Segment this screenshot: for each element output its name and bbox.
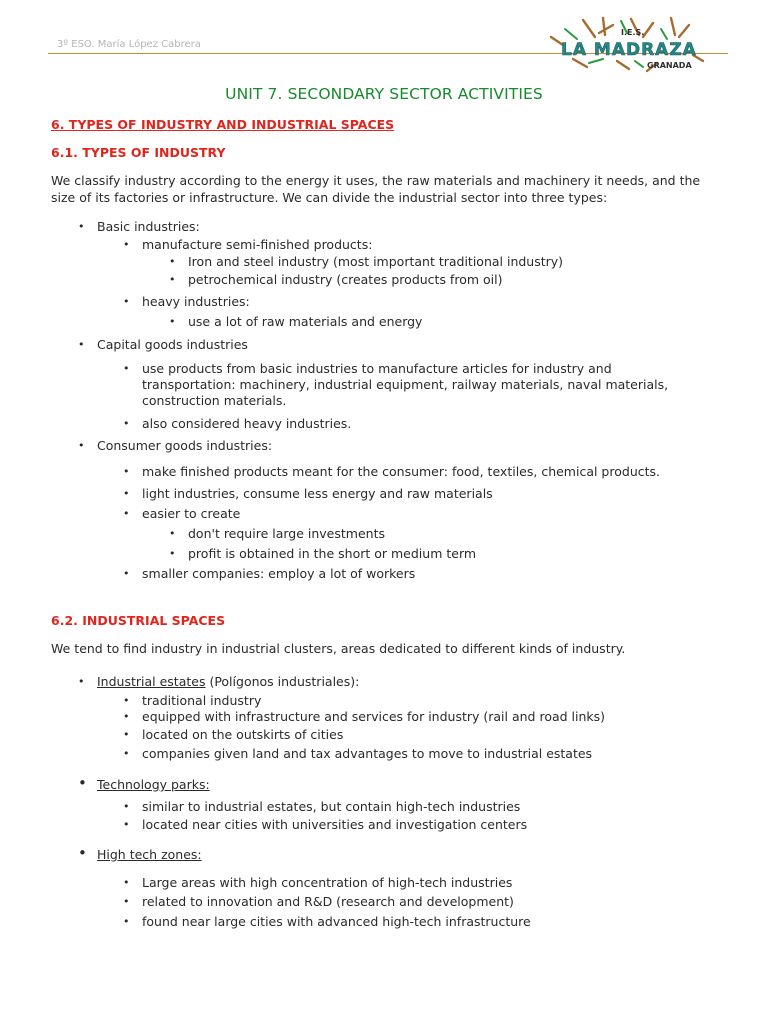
list-item-consumer-make: • make finished products meant for the consumer: food, textiles, chemical products. (142, 464, 660, 480)
list-item-petrochemical: • petrochemical industry (creates products from oil) (188, 272, 502, 288)
list-item-estate: • traditional industry (142, 693, 261, 709)
list-item-heavy: • heavy industries: (142, 294, 250, 310)
list-item-tech: • located near cities with universities and investigation centers (142, 817, 527, 833)
svg-text:I.E.S.: I.E.S. (621, 28, 645, 37)
list-item-investments: • don't require large investments (188, 526, 385, 542)
list-item-estate: • equipped with infrastructure and services for industry (rail and road links) (142, 709, 605, 725)
list-item-raw-materials: • use a lot of raw materials and energy (188, 314, 422, 330)
list-item-profit: • profit is obtained in the short or medium term (188, 546, 476, 562)
list-item-iron-steel: • Iron and steel industry (most important traditional industry) (188, 254, 563, 270)
list-item-consumer-easier: • easier to create (142, 506, 240, 522)
section-heading: 6. TYPES OF INDUSTRY AND INDUSTRIAL SPACES (51, 117, 395, 132)
list-item-high-tech-zones (97, 847, 202, 863)
list-item-consumer: • Consumer goods industries: (97, 438, 272, 454)
header-author: 3º ESO. María López Cabrera (57, 39, 201, 50)
industrial-estates-note: (Polígonos industriales): (205, 674, 360, 689)
subsection-heading-types: 6.1. TYPES OF INDUSTRY (51, 145, 226, 160)
list-item-consumer-light: • light industries, consume less energy and raw materials (142, 486, 493, 502)
school-logo (543, 15, 705, 73)
intro-paragraph-spaces: We tend to find industry in industrial clusters, areas dedicated to different kinds of industry. (51, 641, 626, 656)
svg-text:GRANADA: GRANADA (647, 61, 692, 70)
list-item-zone: • Large areas with high concentration of high-tech industries (142, 875, 512, 891)
list-item-industrial-estates (97, 674, 359, 690)
list-item-capital-use: • use products from basic industries to manufacture articles for industry and transportation: machinery, industrial equipment, railway materials, naval materials, construction materials. (142, 361, 687, 409)
list-item-capital-heavy: • also considered heavy industries. (142, 416, 351, 432)
list-item-technology-parks (97, 777, 210, 793)
subsection-heading-spaces: 6.2. INDUSTRIAL SPACES (51, 613, 226, 628)
document-title: UNIT 7. SECONDARY SECTOR ACTIVITIES (225, 85, 543, 103)
list-item-semi-finished: • manufacture semi-finished products: (142, 237, 372, 253)
list-item-tech: • similar to industrial estates, but contain high-tech industries (142, 799, 520, 815)
list-item-estate: • companies given land and tax advantages to move to industrial estates (142, 746, 592, 762)
list-item-estate: • located on the outskirts of cities (142, 727, 343, 743)
svg-text:LA MADRAZA: LA MADRAZA (561, 40, 697, 60)
technology-parks-label: Technology parks: (97, 777, 210, 792)
list-item-smaller: • smaller companies: employ a lot of workers (142, 566, 415, 582)
intro-paragraph-types: We classify industry according to the energy it uses, the raw materials and machinery it needs, and the size of its factories or infrastructure. We can divide the industrial sector into three types: (51, 173, 701, 205)
high-tech-zones-label: High tech zones: (97, 847, 202, 862)
list-item-zone: • related to innovation and R&D (research and development) (142, 894, 514, 910)
industrial-estates-label: Industrial estates (97, 674, 206, 689)
list-item-capital: • Capital goods industries (97, 337, 248, 353)
list-item-zone: • found near large cities with advanced high-tech infrastructure (142, 914, 531, 930)
list-item-basic: • Basic industries: (97, 219, 200, 235)
